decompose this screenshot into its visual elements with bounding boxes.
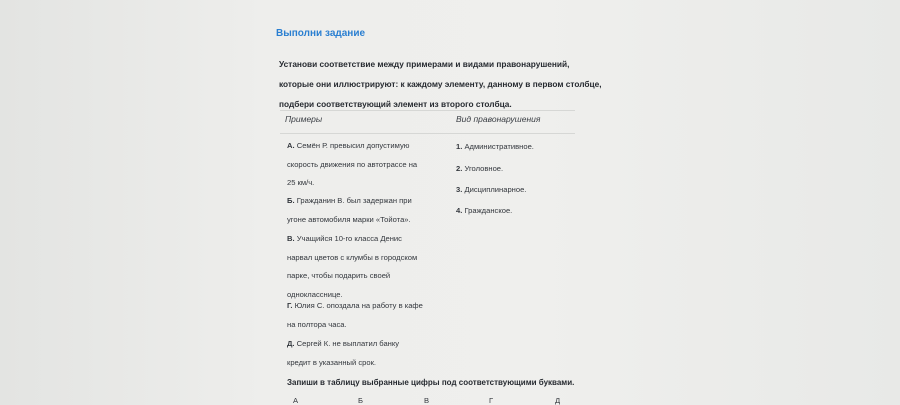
task-instructions xyxy=(279,54,639,114)
answer-letter-d: Д xyxy=(555,396,561,405)
kind-number: 3. xyxy=(456,185,463,194)
example-text: 25 км/ч. xyxy=(287,178,315,187)
table-top-divider xyxy=(280,110,575,111)
example-letter: Д. xyxy=(287,339,295,348)
instruction-line: Установи соответствие между примерами и видами правонарушений, xyxy=(279,59,570,69)
example-text: Гражданин В. был задержан при xyxy=(296,196,412,205)
kind-item xyxy=(456,164,503,173)
instruction-line: подбери соответствующий элемент из второго столбца. xyxy=(279,99,512,109)
example-b xyxy=(287,192,455,229)
kind-number: 4. xyxy=(456,206,463,215)
task-title: Выполни задание xyxy=(276,28,366,39)
example-text: кредит в указанный срок. xyxy=(287,357,377,367)
kind-item xyxy=(456,185,526,194)
example-text: парке, чтобы подарить своей xyxy=(287,271,391,280)
kind-label: Дисциплинарное. xyxy=(464,185,527,194)
example-text: Учащийся 10-го класса Денис xyxy=(296,234,402,243)
answer-letter-g: Г xyxy=(489,396,494,405)
example-text: Юлия С. опоздала на работу в кафе xyxy=(294,301,423,310)
example-text: на полтора часа. xyxy=(287,319,347,329)
kinds-column-header: Вид правонарушения xyxy=(456,114,541,124)
kind-label: Административное. xyxy=(464,142,534,151)
example-text: угоне автомобиля марки «Тойота». xyxy=(287,214,411,224)
kind-number: 2. xyxy=(456,164,463,173)
example-d xyxy=(287,335,455,372)
example-text: Семён Р. превысил допустимую xyxy=(296,141,410,150)
kind-item xyxy=(456,206,512,215)
kind-label: Уголовное. xyxy=(464,164,504,173)
answer-letter-v: В xyxy=(424,396,430,405)
instruction-line: которые они иллюстрируют: к каждому элементу, данному в первом столбце, xyxy=(279,79,602,89)
example-text: однокласснице. xyxy=(287,289,343,299)
example-letter: А. xyxy=(287,141,295,150)
example-a xyxy=(287,137,455,193)
kind-number: 1. xyxy=(456,142,463,151)
example-letter: Б. xyxy=(287,196,295,205)
example-v xyxy=(287,230,455,304)
example-letter: Г. xyxy=(287,301,293,310)
answer-prompt: Запиши в таблицу выбранные цифры под соответствующими буквами. xyxy=(287,378,575,387)
answer-letter-b: Б xyxy=(358,396,363,405)
kind-label: Гражданское. xyxy=(464,206,513,215)
example-text: скорость движения по автотрассе на xyxy=(287,159,418,169)
answer-letter-a: А xyxy=(293,396,299,405)
examples-column-header: Примеры xyxy=(285,114,323,124)
example-text: нарвал цветов с клумбы в городском xyxy=(287,252,418,262)
kind-item xyxy=(456,142,534,151)
example-letter: В. xyxy=(287,234,295,243)
example-text: Сергей К. не выплатил банку xyxy=(296,339,400,348)
header-divider xyxy=(280,133,575,134)
example-g xyxy=(287,297,455,334)
